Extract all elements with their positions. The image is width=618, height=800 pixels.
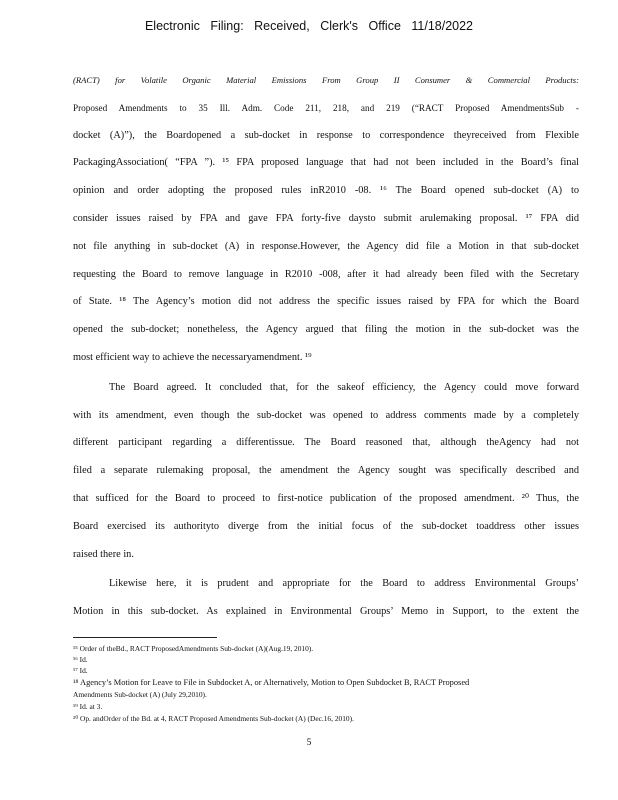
body-line: Proposed Amendments to 35 Ill. Adm. Code 211, 218, and 219 (“RACT Proposed AmendmentsSub - (73, 102, 579, 113)
body-line: that sufficed for the Board to proceed to first-notice publication of the proposed amendment. ²⁰ Thus, the (73, 492, 579, 504)
body-line: requesting the Board to remove language in R2010 -008, after it had already been filed with the Secretary (73, 268, 579, 280)
page-number: 5 (306, 738, 312, 748)
footnote: ²⁰ Op. andOrder of the Bd. at 4, RACT Proposed Amendments Sub-docket (A) (Dec.16, 2010). (73, 714, 354, 723)
footnote: ¹⁸ Agency’s Motion for Leave to File in Subdocket A, or Alternatively, Motion to Open Subdocket B, RACT Proposed (73, 678, 470, 687)
footnote: ¹⁶ Id. (73, 655, 88, 664)
body-line: opened the sub-docket; nonetheless, the Agency argued that filing the motion in the sub-docket was the (73, 324, 579, 336)
body-line: PackagingAssociation( “FPA ”). ¹⁵ FPA proposed language that had not been included in the Board’s final (73, 157, 579, 169)
filing-stamp: Electronic Filing: Received, Clerk's Office 11/18/2022 (144, 19, 474, 33)
body-line: consider issues raised by FPA and gave FPA forty-five daysto submit arulemaking proposal. ¹⁷ FPA did (73, 212, 579, 224)
body-line: different participant regarding a differentissue. The Board reasoned that, although theAgency had not (73, 437, 579, 449)
body-line: Motion in this sub-docket. As explained in Environmental Groups’ Memo in Support, to the extent the (73, 606, 579, 618)
body-line: filed a separate rulemaking proposal, the amendment the Agency sought was specifically described and (73, 465, 579, 477)
footnote: ¹⁹ Id. at 3. (73, 702, 103, 711)
body-line: with its amendment, even though the sub-docket was opened to address comments made by a completely (73, 409, 579, 421)
footnote: ¹⁷ Id. (73, 666, 88, 675)
body-text (73, 70, 579, 630)
body-line: Likewise here, it is prudent and appropriate for the Board to address Environmental Groups’ (109, 578, 579, 590)
body-line: opinion and order adopting the proposed rules inR2010 -08. ¹⁶ The Board opened sub-docket (A) to (73, 185, 579, 197)
footnote: ¹⁵ Order of theBd., RACT ProposedAmendments Sub-docket (A)(Aug.19, 2010). (73, 644, 314, 653)
footnote-divider (73, 637, 217, 638)
body-line: Board exercised its authorityto diverge from the initial focus of the sub-docket toaddress other issues (73, 520, 579, 532)
body-line: (RACT) for Volatile Organic Material Emissions From Group II Consumer & Commercial Products: (73, 75, 579, 85)
body-line: docket (A)”), the Boardopened a sub-docket in response to correspondence theyreceived from Flexible (73, 129, 579, 141)
body-line: The Board agreed. It concluded that, for the sakeof efficiency, the Agency could move forward (109, 381, 579, 393)
footnote: Amendments Sub-docket (A) (July 29,2010). (73, 690, 207, 699)
body-line: not file anything in sub-docket (A) in response.However, the Agency did file a Motion in that sub-docket (73, 240, 579, 252)
body-line: of State. ¹⁸ The Agency’s motion did not address the specific issues raised by FPA for which the Board (73, 296, 579, 308)
body-line: most efficient way to achieve the necessaryamendment. ¹⁹ (73, 351, 312, 363)
body-line: raised there in. (73, 548, 134, 560)
